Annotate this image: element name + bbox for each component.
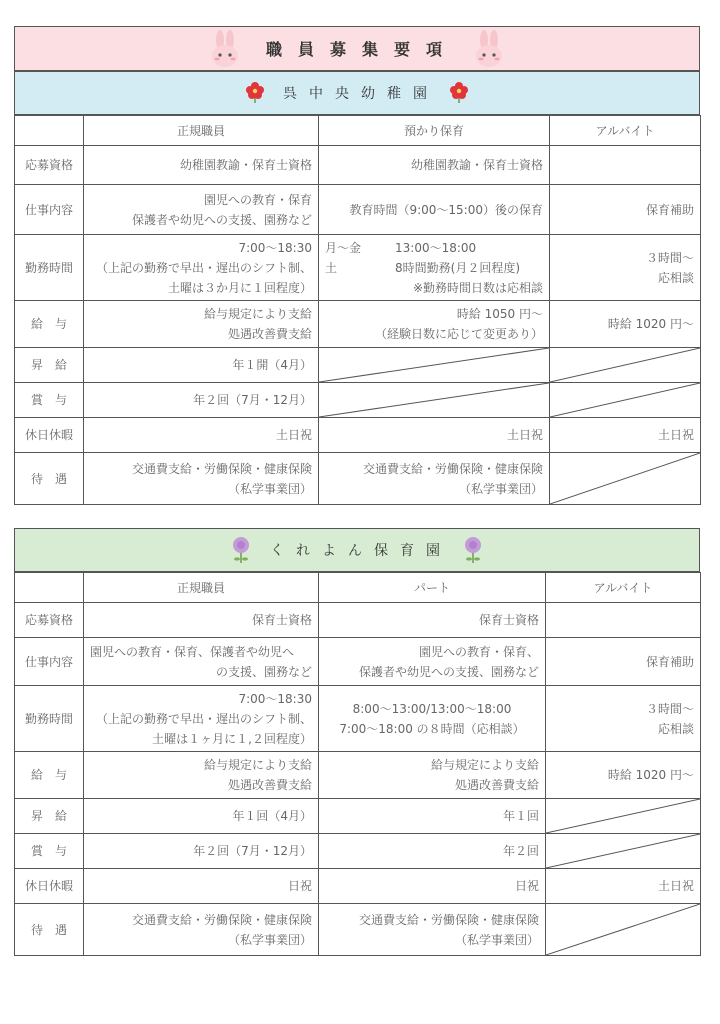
table-row [15,834,701,869]
crayon-section-title: くれよん保育園 [270,543,452,559]
cell-line: 7:00～18:30 [238,691,312,706]
cell: 土日祝 [319,418,550,453]
cell [319,235,550,301]
table-row [15,418,701,453]
row-label: 勤務時間 [15,235,84,301]
table-header-row [15,116,701,146]
cell-line: 処遇改善費支給 [227,778,312,792]
cell: 保育補助 [550,185,701,235]
cell: 保育士資格 [84,603,319,638]
empty-slash-cell [319,348,550,383]
empty-slash-cell [546,834,701,869]
cell: 年１開（4月） [84,348,319,383]
cell-line: （私学事業団） [458,481,543,496]
cell-line: 処遇改善費支給 [454,778,539,792]
cell-line: 交通費支給・労働保険・健康保険 [131,461,312,476]
cell: 日祝 [319,869,546,904]
cell: 幼稚園教諭・保育士資格 [319,146,550,185]
cell-line: 8:00～13:00/13:00～18:00 [352,701,512,716]
page-title-bar [14,26,700,71]
table-row [15,752,701,799]
cell-line: 園児への教育・保育 [203,192,312,207]
cell [319,686,546,752]
row-label: 勤務時間 [15,686,84,752]
row-label: 賞 与 [15,834,84,869]
cell [546,686,701,752]
cell: 年１回（4月） [84,799,319,834]
table-row [15,383,701,418]
empty-slash-cell [550,348,701,383]
cell-line: 園児への教育・保育、保護者や幼児へ [90,644,295,659]
cell: 保育士資格 [319,603,546,638]
cell [84,301,319,348]
table-row [15,799,701,834]
cell: 日祝 [84,869,319,904]
purple-flower-icon [462,536,484,564]
row-label: 給 与 [15,752,84,799]
cell-line: 7:00～18:30 [238,240,312,255]
cell [84,638,319,686]
table-row [15,146,701,185]
column-header: アルバイト [550,116,701,146]
kure-section-header [14,71,700,115]
row-label: 給 与 [15,301,84,348]
cell-line: 7:00～18:00 の８時間（応相談） [339,721,525,736]
schedule-line [325,238,543,258]
cell [84,185,319,235]
cell-line: 土曜は１ヶ月に１,２回程度） [152,731,312,746]
cell [84,686,319,752]
cell [319,904,546,956]
cell: 年１回 [319,799,546,834]
cell [319,638,546,686]
empty-slash-cell [550,383,701,418]
purple-flower-icon [230,536,252,564]
cell [550,146,701,185]
cell-line: 交通費支給・労働保険・健康保険 [358,912,539,927]
header-empty-cell [15,573,84,603]
schedule-day: 月～金 [325,240,362,255]
row-label: 待 遇 [15,453,84,505]
column-header: 正規職員 [84,116,319,146]
row-label: 応募資格 [15,603,84,638]
column-header: パート [319,573,546,603]
table-row [15,686,701,752]
cell-line: 給与規定により支給 [203,307,312,321]
cell-line: （私学事業団） [227,481,312,496]
empty-slash-cell [546,799,701,834]
cell-line: （私学事業団） [454,932,539,947]
cell: 幼稚園教諭・保育士資格 [84,146,319,185]
cell: 年２回（7月・12月） [84,834,319,869]
row-label: 休日休暇 [15,869,84,904]
cell-line: （上記の勤務で早出・遅出のシフト制、 [95,260,312,275]
table-row [15,301,701,348]
cell-line: （経験日数に応じて変更あり） [374,327,543,341]
cell: 土日祝 [84,418,319,453]
table-row [15,869,701,904]
cell-line: 保護者や幼児への支援、園務など [358,664,539,679]
cell-line: 交通費支給・労働保険・健康保険 [131,912,312,927]
row-label: 仕事内容 [15,185,84,235]
cell-line: ３時間～ [645,250,694,265]
kure-table [14,115,701,505]
cell-line: 保護者や幼児への支援、園務など [131,212,312,227]
cell-line: 時給 1050 円～ [456,307,543,321]
schedule-time: 13:00～18:00 [395,240,477,255]
cell-line: 土曜は３か月に１回程度） [167,280,312,295]
table-header-row [15,573,701,603]
table-row [15,348,701,383]
cell [84,752,319,799]
row-label: 賞 与 [15,383,84,418]
table-row [15,235,701,301]
schedule-day: 土 [325,260,338,275]
table-row [15,603,701,638]
cell: 教育時間（9:00～15:00）後の保育 [319,185,550,235]
cell: 年２回 [319,834,546,869]
column-header: 預かり保育 [319,116,550,146]
cell [84,453,319,505]
cell [550,235,701,301]
cell: 時給 1020 円～ [546,752,701,799]
crayon-section-header [14,528,700,572]
row-label: 仕事内容 [15,638,84,686]
crayon-table [14,572,701,956]
empty-slash-cell [550,453,701,505]
empty-slash-cell [319,383,550,418]
page-title: 職員募集要項 [265,40,458,59]
cell-line: ※勤務時間日数は応相談 [412,280,543,295]
cell-line: 給与規定により支給 [430,758,539,772]
table-row [15,453,701,505]
cell: 時給 1020 円～ [550,301,701,348]
cell [546,603,701,638]
cell: 土日祝 [546,869,701,904]
cell [84,904,319,956]
cell-line: 交通費支給・労働保険・健康保険 [362,461,543,476]
cell-line: 給与規定により支給 [203,758,312,772]
rabbit-icon [474,30,504,68]
cell-line: の支援、園務など [215,664,312,679]
header-empty-cell [15,116,84,146]
column-header: 正規職員 [84,573,319,603]
cell: 保育補助 [546,638,701,686]
cell-line: 園児への教育・保育、 [418,644,539,659]
row-label: 待 遇 [15,904,84,956]
empty-slash-cell [546,904,701,956]
column-header: アルバイト [546,573,701,603]
red-flower-icon [245,82,265,104]
cell-line: （私学事業団） [227,932,312,947]
cell [84,235,319,301]
cell: 土日祝 [550,418,701,453]
cell [319,453,550,505]
cell-line: （上記の勤務で早出・遅出のシフト制、 [95,711,312,726]
rabbit-icon [210,30,240,68]
table-row [15,185,701,235]
kure-section-title: 呉中央幼稚園 [283,86,439,102]
cell-line: 処遇改善費支給 [227,327,312,341]
schedule-time: 8時間勤務(月２回程度) [395,260,520,275]
red-flower-icon [449,82,469,104]
schedule-line [325,258,543,278]
cell [319,752,546,799]
row-label: 休日休暇 [15,418,84,453]
row-label: 昇 給 [15,799,84,834]
cell-line: ３時間～ [645,701,694,716]
cell: 年２回（7月・12月） [84,383,319,418]
cell-line: 応相談 [657,270,694,285]
table-row [15,638,701,686]
cell [319,301,550,348]
cell-line: 応相談 [657,721,694,736]
table-row [15,904,701,956]
row-label: 応募資格 [15,146,84,185]
row-label: 昇 給 [15,348,84,383]
